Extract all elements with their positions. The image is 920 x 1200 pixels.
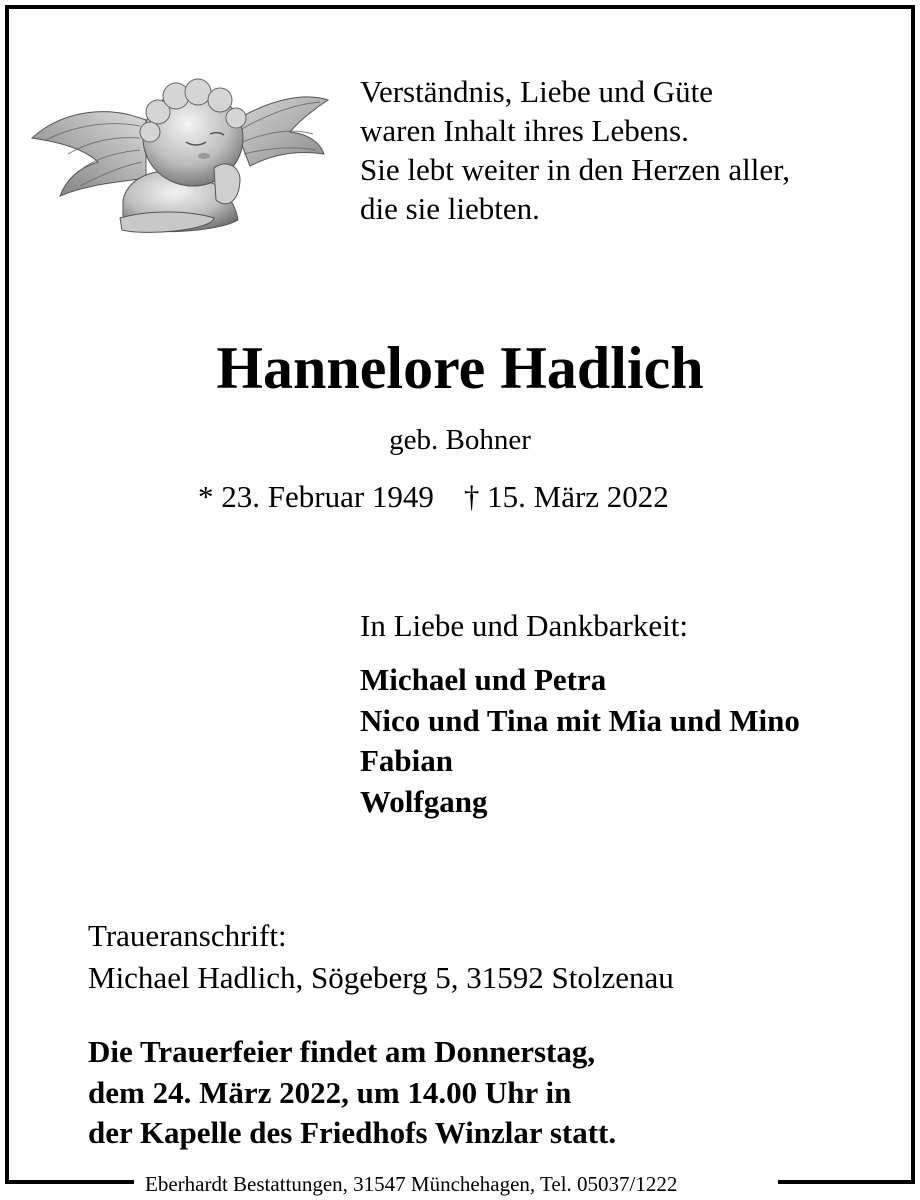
- mourner-name: Wolfgang: [360, 783, 488, 819]
- death-date: † 15. März 2022: [463, 479, 669, 514]
- deceased-name: Hannelore Hadlich: [216, 335, 704, 401]
- mourner-name: Nico und Tina mit Mia und Mino: [360, 702, 800, 738]
- condolence-address: [88, 915, 674, 999]
- verse-line: waren Inhalt ihres Lebens.: [360, 113, 689, 148]
- life-dates: [198, 479, 669, 515]
- verse: [360, 72, 790, 228]
- bottom-rule-left: [5, 1180, 134, 1184]
- verse-line: Verständnis, Liebe und Güte: [360, 74, 713, 109]
- mourner-name: Fabian: [360, 743, 454, 778]
- verse-line: Sie lebt weiter in den Herzen aller,: [360, 152, 790, 187]
- birth-date: * 23. Februar 1949: [198, 479, 434, 514]
- service-line: der Kapelle des Friedhofs Winzlar statt.: [88, 1115, 617, 1150]
- mourners-intro: In Liebe und Dankbarkeit:: [360, 608, 688, 643]
- service-line: dem 24. März 2022, um 14.00 Uhr in: [88, 1074, 572, 1110]
- address-label: Traueranschrift:: [88, 918, 287, 953]
- maiden-name: geb. Bohner: [389, 424, 531, 456]
- verse-line: die sie liebten.: [360, 191, 540, 226]
- address-value: Michael Hadlich, Sögeberg 5, 31592 Stolzenau: [88, 960, 674, 995]
- funeral-home-footer: Eberhardt Bestattungen, 31547 Münchehagen, Tel. 05037/1222: [145, 1172, 678, 1196]
- service-line: Die Trauerfeier findet am Donnerstag,: [88, 1034, 596, 1069]
- bottom-rule-right: [778, 1180, 915, 1184]
- angel-cherub-icon: [28, 50, 330, 240]
- funeral-service: [88, 1032, 616, 1154]
- mourner-name: Michael und Petra: [360, 662, 607, 697]
- mourners-list: [360, 660, 800, 822]
